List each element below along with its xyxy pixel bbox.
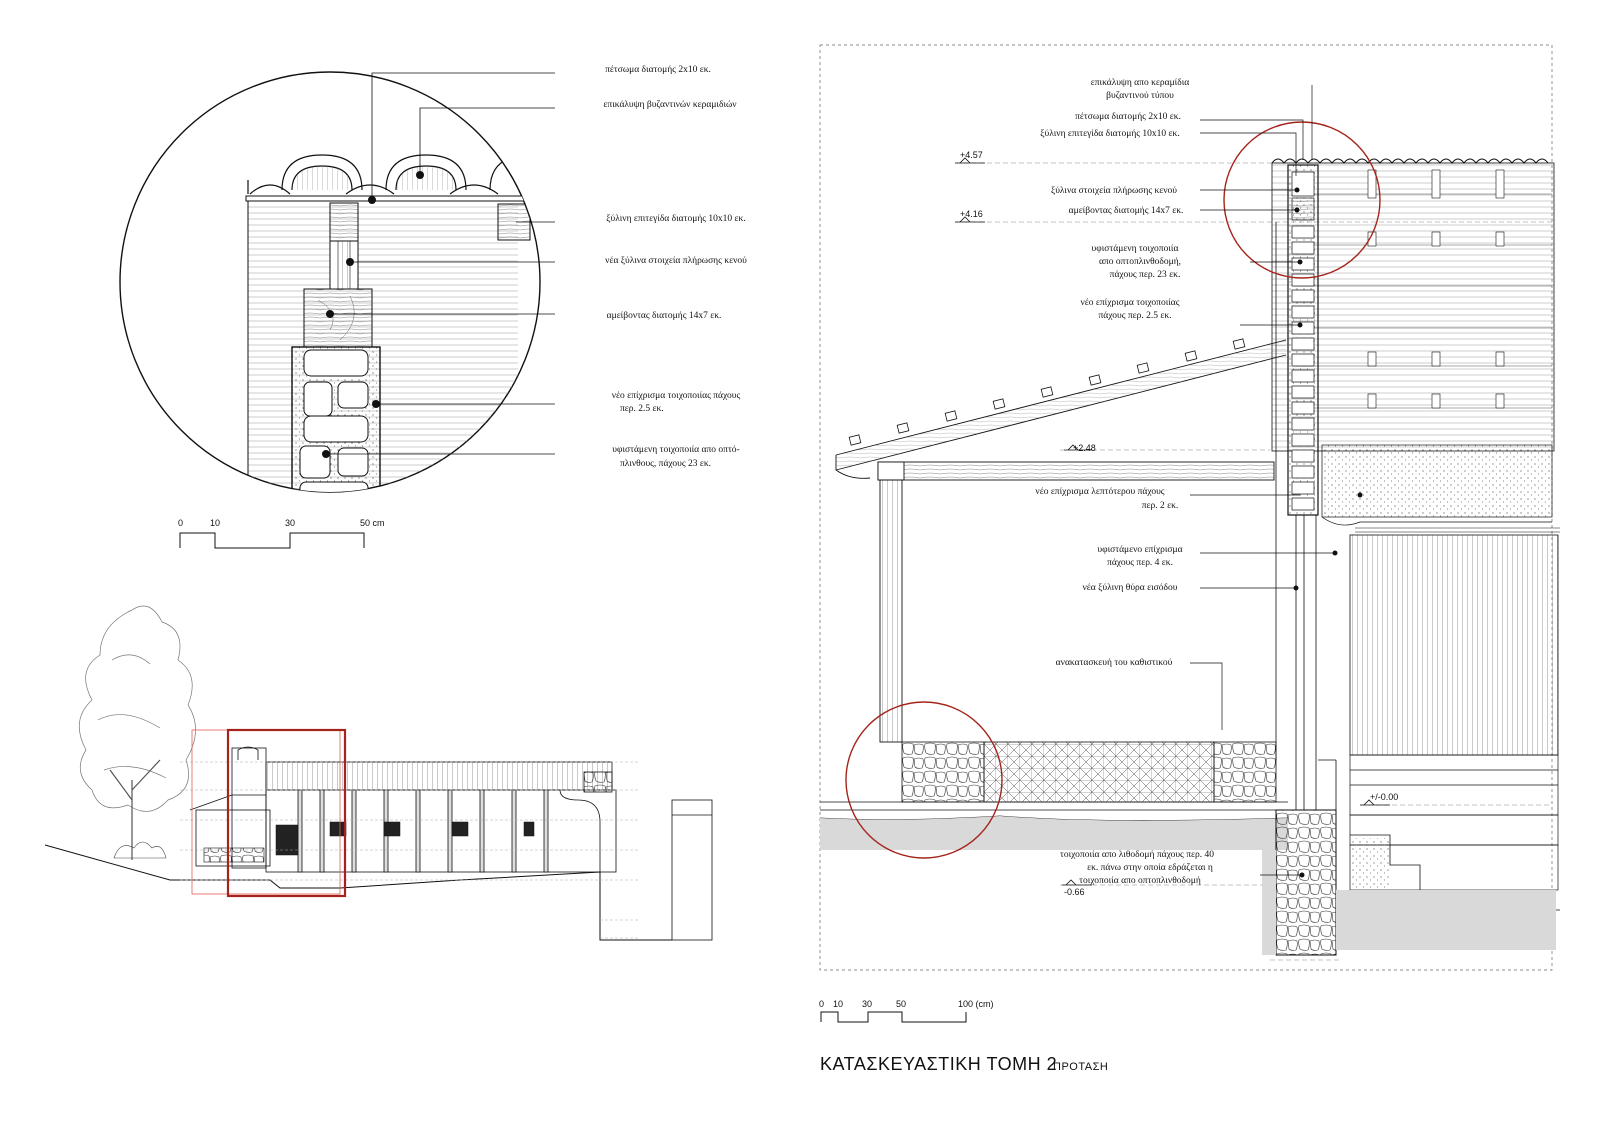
detail-label-tiles: επικάλυψη βυζαντινών κεραμιδιών — [603, 100, 737, 110]
section-label-door: νέα ξύλινη θύρα εισόδου — [1082, 583, 1178, 593]
section-label-stone-wall-2: εκ. πάνω στην οποία εδράζεται η — [1087, 863, 1213, 873]
detail-scale-0: 0 — [178, 518, 184, 528]
section-label-thin-plaster-1: νέο επίχρισμα λεπτότερου πάχους — [1035, 487, 1165, 497]
detail-labels — [603, 65, 747, 469]
section-label-joist: αμείβοντας διατομής 14x7 εκ. — [1068, 206, 1184, 216]
detail-label-plaster-1: νέο επίχρισμα τοιχοποιίας πάχους — [611, 391, 741, 401]
section-label-thin-plaster-2: περ. 2 εκ. — [1141, 501, 1179, 511]
drawing-title-suffix: ΠΡΟΤΑΣΗ — [1053, 1061, 1109, 1073]
section-label-tiles-2: βυζαντινού τύπου — [1106, 91, 1174, 101]
detail-label-wall-1: υφιστάμενη τοιχοποιία απο οπτό- — [612, 445, 740, 455]
section-scale-0: 0 — [819, 999, 825, 1009]
detail-label-joist: αμείβοντας διατομής 14x7 εκ. — [606, 311, 722, 321]
section-scale-50: 50 — [896, 999, 907, 1009]
detail-label-ridge: ξύλινη επιτεγίδα διατομής 10x10 εκ. — [606, 214, 746, 224]
section-label-infill: ξύλινα στοιχεία πλήρωσης κενού — [1050, 186, 1178, 196]
level-066: -0.66 — [1064, 887, 1085, 897]
key-section-drawing — [45, 606, 712, 940]
section-label-wall-3: πάχους περ. 23 εκ. — [1109, 270, 1181, 280]
main-section-drawing — [820, 85, 1560, 960]
level-000: +/-0.00 — [1370, 792, 1399, 802]
section-scale-10: 10 — [833, 999, 844, 1009]
roof-detail-drawing — [120, 72, 555, 507]
section-label-stone-wall-1: τοιχοποιία απο λιθοδομή πάχους περ. 40 — [1060, 850, 1214, 860]
section-label-existing-plaster-1: υφιστάμενο επίχρισμα — [1097, 545, 1183, 555]
detail-label-sheathing: πέτσωμα διατομής 2x10 εκ. — [605, 65, 711, 75]
section-label-wall-2: απο οπτοπλινθοδομή, — [1098, 257, 1182, 267]
section-label-tiles-1: επικάλυψη απο κεραμίδια — [1090, 78, 1190, 88]
section-label-plaster-1: νέο επίχρισμα τοιχοποιίας — [1080, 298, 1180, 308]
detail-scale-50: 50 cm — [360, 518, 385, 528]
level-416: +4.16 — [960, 209, 983, 219]
section-scale-bar — [819, 999, 994, 1022]
detail-scale-bar — [178, 518, 385, 548]
section-label-wall-1: υφιστάμενη τοιχοποιία — [1091, 244, 1179, 254]
section-scale-100: 100 (cm) — [958, 999, 994, 1009]
detail-label-infill: νέα ξύλινα στοιχεία πλήρωσης κενού — [605, 256, 747, 266]
detail-scale-30: 30 — [285, 518, 296, 528]
section-label-stone-wall-3: τοιχοποιία απο οπτοπλινθοδομή — [1079, 876, 1201, 886]
detail-label-plaster-2: περ. 2.5 εκ. — [620, 404, 664, 414]
shrubs — [114, 842, 166, 858]
level-248: +2.48 — [1073, 443, 1096, 453]
section-label-existing-plaster-2: πάχους περ. 4 εκ. — [1107, 558, 1173, 568]
detail-scale-10: 10 — [210, 518, 221, 528]
tree-icon — [79, 606, 195, 860]
section-label-sheathing: πέτσωμα διατομής 2x10 εκ. — [1075, 112, 1181, 122]
level-457: +4.57 — [960, 150, 983, 160]
detail-label-wall-2: πλινθους, πάχους 23 εκ. — [620, 459, 712, 469]
section-scale-30: 30 — [862, 999, 873, 1009]
section-label-seating: ανακατασκευή του καθιστικού — [1055, 658, 1173, 668]
section-label-ridge: ξύλινη επιτεγίδα διατομής 10x10 εκ. — [1040, 129, 1180, 139]
drawing-title: ΚΑΤΑΣΚΕΥΑΣΤΙΚΗ ΤΟΜΗ 2 — [820, 1054, 1058, 1074]
section-label-plaster-2: πάχους περ. 2.5 εκ. — [1098, 311, 1172, 321]
